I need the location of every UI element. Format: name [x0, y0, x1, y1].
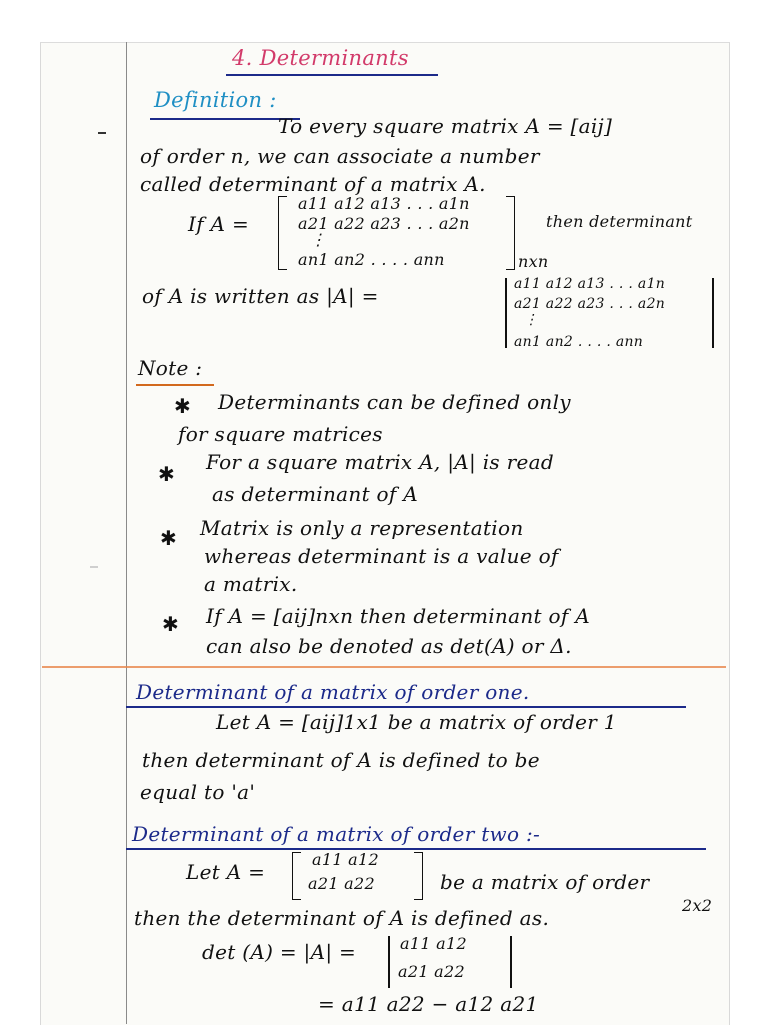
matrix2-right-bracket	[414, 852, 423, 900]
order-two-heading: Determinant of a matrix of order two :-	[132, 822, 541, 846]
order-2x2: 2x2	[682, 896, 713, 915]
section-separator	[42, 666, 726, 668]
matrix-row-3: ⋮	[310, 230, 327, 249]
det-row-4: an1 an2 . . . . ann	[514, 334, 644, 350]
note-underline	[136, 384, 214, 386]
note-1-line-2: for square matrices	[178, 422, 383, 446]
det2-left-bar	[388, 936, 390, 988]
det2-result: = a11 a22 − a12 a21	[318, 992, 539, 1016]
det-right-bar	[712, 278, 714, 348]
definition-line-3: called determinant of a matrix A.	[140, 172, 486, 196]
note-4-line-2: can also be denoted as det(A) or Δ.	[206, 634, 572, 658]
order-one-underline	[126, 706, 686, 708]
det-left-bar	[505, 278, 507, 348]
be-a-matrix-label: be a matrix of order	[440, 870, 650, 894]
matrix-left-bracket	[278, 196, 287, 270]
det-row-3: ⋮	[524, 312, 539, 328]
order-one-heading: Determinant of a matrix of order one.	[136, 680, 530, 704]
page-title: 4. Determinants	[232, 46, 409, 70]
matrix2-row-1: a11 a12	[312, 850, 379, 869]
order-one-line-2: then determinant of A is defined to be	[142, 748, 540, 772]
det-a-label: det (A) = |A| =	[202, 940, 357, 964]
matrix-right-bracket	[506, 196, 515, 270]
note-3-line-1: Matrix is only a representation	[200, 516, 524, 540]
note-heading: Note :	[138, 356, 203, 380]
definition-line-1: To every square matrix A = [aij]	[278, 114, 613, 138]
written-as-label: of A is written as |A| =	[142, 284, 379, 308]
matrix-row-2: a21 a22 a23 . . . a2n	[298, 214, 470, 233]
definition-line-2: of order n, we can associate a number	[140, 144, 540, 168]
matrix2-left-bracket	[292, 852, 301, 900]
margin-line	[126, 42, 127, 1024]
note-1-line-1: Determinants can be defined only	[218, 390, 571, 414]
nxn-label: nxn	[518, 252, 549, 271]
det-row-1: a11 a12 a13 . . . a1n	[514, 276, 666, 292]
then-determinant-label: then determinant	[546, 212, 693, 231]
note-2-line-1: For a square matrix A, |A| is read	[206, 450, 554, 474]
if-a-label: If A =	[188, 212, 250, 236]
note-bullet-4: ✱	[162, 612, 179, 636]
definition-heading: Definition :	[154, 88, 277, 112]
note-3-line-3: a matrix.	[204, 572, 298, 596]
note-bullet-1: ✱	[174, 394, 191, 418]
note-4-line-1: If A = [aij]nxn then determinant of A	[206, 604, 590, 628]
margin-tick	[98, 132, 106, 134]
order-two-underline	[126, 848, 706, 850]
order-two-line-2: then the determinant of A is defined as.	[134, 906, 550, 930]
note-2-line-2: as determinant of A	[212, 482, 419, 506]
matrix-row-1: a11 a12 a13 . . . a1n	[298, 194, 470, 213]
order-one-line-3: equal to 'a'	[140, 780, 256, 804]
det-row-2: a21 a22 a23 . . . a2n	[514, 296, 666, 312]
matrix2-row-2: a21 a22	[308, 874, 375, 893]
note-3-line-2: whereas determinant is a value of	[204, 544, 559, 568]
let-a-label: Let A =	[186, 860, 266, 884]
matrix-row-4: an1 an2 . . . . ann	[298, 250, 445, 269]
det2-row-1: a11 a12	[400, 934, 467, 953]
margin-smudge	[90, 566, 98, 568]
title-underline	[226, 74, 438, 76]
note-bullet-3: ✱	[160, 526, 177, 550]
det2-right-bar	[510, 936, 512, 988]
note-bullet-2: ✱	[158, 462, 175, 486]
det2-row-2: a21 a22	[398, 962, 465, 981]
order-one-line-1: Let A = [aij]1x1 be a matrix of order 1	[216, 710, 617, 734]
